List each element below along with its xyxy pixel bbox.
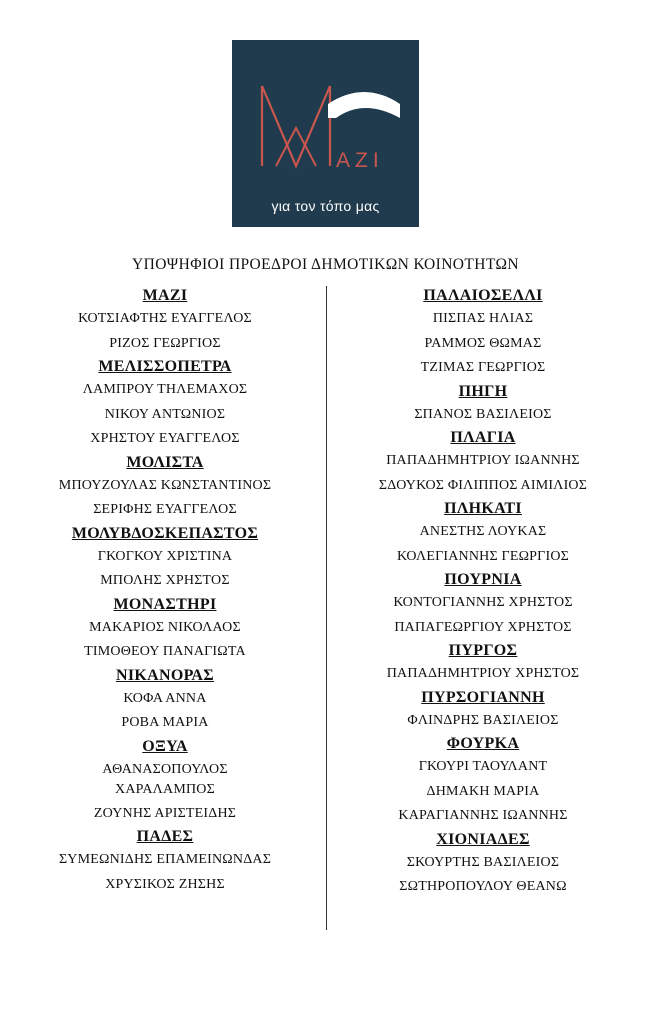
candidate-name: ΓΚΟΥΡΙ ΤΑΟΥΛΑΝΤ: [418, 759, 548, 774]
candidate-name: ΜΑΚΑΡΙΟΣ ΝΙΚΟΛΑΟΣ: [89, 619, 241, 635]
community-heading: ΜΟΝΑΣΤΗΡΙ: [113, 595, 217, 613]
candidate-name: ΜΠΟΥΖΟΥΛΑΣ ΚΩΝΣΤΑΝΤΙΝΟΣ: [58, 477, 272, 493]
community-heading: ΠΛΑΓΙΑ: [450, 429, 516, 446]
candidate-name: ΓΚΟΓΚΟΥ ΧΡΙΣΤΙΝΑ: [97, 548, 233, 564]
logo-tagline: για τον τόπο μας: [271, 198, 380, 214]
logo: [232, 40, 419, 227]
candidate-name: ΛΑΜΠΡΟΥ ΤΗΛΕΜΑΧΟΣ: [82, 382, 248, 397]
candidate-name: ΤΖΙΜΑΣ ΓΕΩΡΓΙΟΣ: [420, 360, 546, 375]
candidate-name: ΝΙΚΟΥ ΑΝΤΩΝΙΟΣ: [104, 406, 226, 422]
candidate-name: ΣΔΟΥΚΟΣ ΦΙΛΙΠΠΟΣ ΑΙΜΙΛΙΟΣ: [378, 477, 588, 493]
candidate-name: ΣΚΟΥΡΤΗΣ ΒΑΣΙΛΕΙΟΣ: [406, 854, 560, 870]
candidate-name: ΧΡΗΣΤΟΥ ΕΥΑΓΓΕΛΟΣ: [90, 431, 240, 446]
community-heading: ΜΟΛΙΣΤΑ: [126, 453, 204, 471]
candidate-name: ΠΑΠΑΔΗΜΗΤΡΙΟΥ ΧΡΗΣΤΟΣ: [386, 666, 580, 681]
community-heading: ΠΛΗΚΑΤΙ: [444, 500, 522, 517]
candidate-name: ΖΟΥΝΗΣ ΑΡΙΣΤΕΙΔΗΣ: [93, 805, 237, 821]
candidate-name: ΧΡΥΣΙΚΟΣ ΖΗΣΗΣ: [105, 876, 225, 892]
right-column: [328, 285, 638, 900]
community-heading: ΦΟΥΡΚΑ: [446, 735, 520, 752]
community-heading: ΜΑΖΙ: [142, 287, 188, 304]
page-title: ΥΠΟΨΗΦΙΟΙ ΠΡΟΕΔΡΟΙ ΔΗΜΟΤΙΚΩΝ ΚΟΙΝΟΤΗΤΩΝ: [132, 256, 519, 273]
community-heading: ΧΙΟΝΙΑΔΕΣ: [436, 830, 530, 848]
candidate-name: ΣΥΜΕΩΝΙΔΗΣ ΕΠΑΜΕΙΝΩΝΔΑΣ: [58, 852, 272, 867]
community-heading: ΟΞΥΑ: [142, 737, 188, 755]
candidate-name: ΠΑΠΑΔΗΜΗΤΡΙΟΥ ΙΩΑΝΝΗΣ: [386, 453, 580, 468]
candidate-name: ΚΑΡΑΓΙΑΝΝΗΣ ΙΩΑΝΝΗΣ: [398, 808, 568, 823]
left-column: [20, 285, 310, 897]
candidate-name: ΠΙΣΠΑΣ ΗΛΙΑΣ: [432, 311, 534, 326]
bridge-icon: [328, 92, 400, 118]
community-heading: ΠΑΔΕΣ: [136, 828, 194, 845]
community-heading: ΠΟΥΡΝΙΑ: [444, 571, 522, 588]
candidate-name: ΤΙΜΟΘΕΟΥ ΠΑΝΑΓΙΩΤΑ: [84, 644, 246, 659]
community-heading: ΠΗΓΗ: [458, 382, 508, 400]
candidate-name: ΜΠΟΛΗΣ ΧΡΗΣΤΟΣ: [100, 573, 230, 588]
candidate-name: ΚΟΤΣΙΑΦΤΗΣ ΕΥΑΓΓΕΛΟΣ: [78, 311, 252, 326]
candidate-name: ΦΛΙΝΔΡΗΣ ΒΑΣΙΛΕΙΟΣ: [407, 712, 559, 728]
candidate-name: ΚΟΛΕΓΙΑΝΝΗΣ ΓΕΩΡΓΙΟΣ: [397, 548, 569, 564]
community-heading: ΠΥΡΓΟΣ: [448, 642, 518, 659]
candidate-name: ΣΩΤΗΡΟΠΟΥΛΟΥ ΘΕΑΝΩ: [399, 879, 567, 894]
candidate-name: ΠΑΠΑΓΕΩΡΓΙΟΥ ΧΡΗΣΤΟΣ: [394, 619, 572, 635]
community-heading: ΝΙΚΑΝΟΡΑΣ: [116, 666, 214, 684]
logo-wordmark: ΑΖΙ: [336, 149, 384, 172]
community-heading: ΠΥΡΣΟΓΙΑΝΝΗ: [421, 688, 545, 706]
candidate-name: ΔΗΜΑΚΗ ΜΑΡΙΑ: [426, 783, 540, 799]
candidate-name: ΚΟΝΤΟΓΙΑΝΝΗΣ ΧΡΗΣΤΟΣ: [393, 595, 573, 610]
community-heading: ΠΑΛΑΙΟΣΕΛΛΙ: [423, 287, 543, 304]
candidate-name: ΡΙΖΟΣ ΓΕΩΡΓΙΟΣ: [109, 335, 221, 351]
community-heading: ΜΕΛΙΣΣΟΠΕΤΡΑ: [98, 358, 232, 375]
candidate-name: ΚΟΦΑ ΑΝΝΑ: [123, 690, 207, 706]
community-heading: ΜΟΛΥΒΔΟΣΚΕΠΑΣΤΟΣ: [71, 524, 259, 542]
candidate-name: ΣΠΑΝΟΣ ΒΑΣΙΛΕΙΟΣ: [414, 406, 552, 422]
candidate-name: ΣΕΡΙΦΗΣ ΕΥΑΓΓΕΛΟΣ: [93, 502, 237, 517]
candidate-name: ΑΝΕΣΤΗΣ ΛΟΥΚΑΣ: [419, 524, 547, 539]
column-divider: [326, 286, 327, 930]
candidate-name: ΡΟΒΑ ΜΑΡΙΑ: [121, 715, 209, 730]
candidate-name: ΑΘΑΝΑΣΟΠΟΥΛΟΣ ΧΑΡΑΛΑΜΠΟΣ: [102, 761, 228, 797]
candidate-name: ΡΑΜΜΟΣ ΘΩΜΑΣ: [424, 335, 542, 351]
